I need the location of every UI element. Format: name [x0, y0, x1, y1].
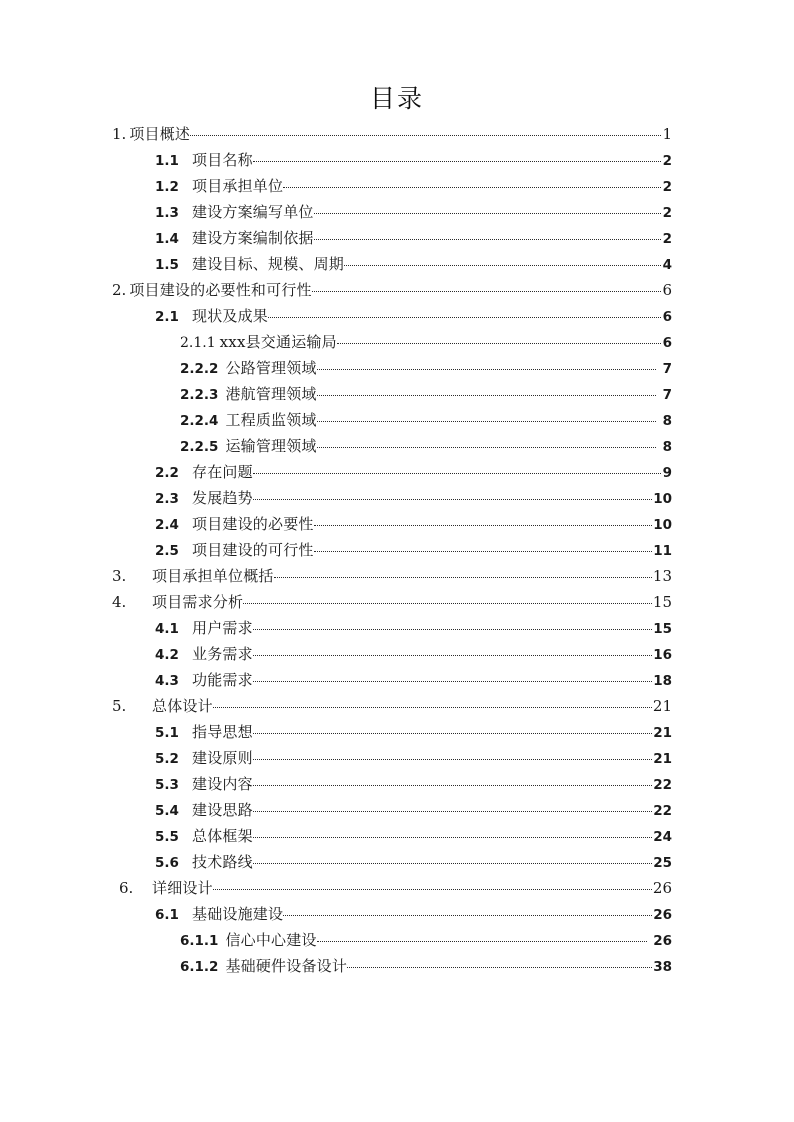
toc-page-number: 25: [653, 855, 672, 871]
toc-entry-number: 4.1: [155, 621, 179, 637]
toc-entry-number: 5.4: [155, 803, 179, 819]
toc-entry-title: 项目名称: [192, 151, 253, 169]
toc-dot-leader: [283, 177, 661, 192]
toc-page-number: 26: [652, 879, 672, 897]
toc-dot-leader: [253, 151, 661, 166]
toc-entry[interactable]: [0, 901, 794, 927]
toc-entry[interactable]: [0, 381, 794, 407]
toc-entry[interactable]: [0, 953, 794, 979]
toc-page-number: 24: [653, 829, 672, 845]
toc-entry[interactable]: [0, 927, 794, 953]
toc-dot-leader: [253, 853, 652, 868]
toc-dot-leader: [344, 255, 661, 270]
toc-page-number: 2: [662, 153, 672, 169]
toc-entry-number: 1.1: [155, 153, 179, 169]
toc-entry-number: 2.2: [155, 465, 179, 481]
toc-dot-leader: [317, 359, 656, 374]
toc-entry-number: 2.2.2: [180, 361, 219, 377]
toc-entry-number: 6.: [119, 879, 134, 897]
toc-dot-leader: [253, 463, 661, 478]
toc-page-number: 18: [653, 673, 672, 689]
toc-entry-title: 详细设计: [152, 879, 213, 897]
toc-entry-number: 1.5: [155, 257, 179, 273]
toc-entry-title: 建设方案编写单位: [192, 203, 314, 221]
toc-entry-number: 2.4: [155, 517, 179, 533]
toc-entry[interactable]: [0, 719, 794, 745]
toc-dot-leader: [268, 307, 661, 322]
toc-page-number: 15: [652, 593, 672, 611]
toc-entry[interactable]: [0, 225, 794, 251]
toc-entry[interactable]: [0, 303, 794, 329]
toc-page-number: 38: [653, 959, 672, 975]
toc-entry-title: 现状及成果: [192, 307, 269, 325]
toc-dot-leader: [317, 385, 656, 400]
toc-entry[interactable]: [0, 771, 794, 797]
toc-entry-number: 2.5: [155, 543, 179, 559]
toc-entry-title: 项目建设的必要性: [192, 515, 314, 533]
toc-entry[interactable]: [0, 745, 794, 771]
toc-entry[interactable]: [0, 849, 794, 875]
toc-entry-number: 1.2: [155, 179, 179, 195]
toc-dot-leader: [317, 411, 656, 426]
toc-page-number: 6: [662, 281, 672, 299]
toc-entry[interactable]: [0, 407, 794, 433]
toc-entry-title: 信心中心建设: [225, 931, 317, 949]
toc-dot-leader: [253, 827, 652, 842]
toc-entry-title: 项目需求分析: [152, 593, 244, 611]
toc-entry-number: 5.2: [155, 751, 179, 767]
table-of-contents: [0, 121, 794, 979]
toc-page-number: 26: [653, 933, 672, 949]
toc-dot-leader: [347, 957, 652, 972]
toc-entry-number: 4.3: [155, 673, 179, 689]
toc-entry[interactable]: [0, 537, 794, 563]
toc-entry-title: 功能需求: [192, 671, 253, 689]
page-title: 目录: [369, 84, 424, 113]
toc-dot-leader: [253, 723, 652, 738]
toc-page-number: 2: [662, 205, 672, 221]
toc-entry-number: 5.3: [155, 777, 179, 793]
toc-entry-title: xxx县交通运输局: [219, 333, 337, 351]
toc-page-number: 10: [653, 491, 672, 507]
toc-entry[interactable]: [0, 693, 794, 719]
toc-entry[interactable]: [0, 797, 794, 823]
toc-entry[interactable]: [0, 329, 794, 355]
toc-entry[interactable]: [0, 823, 794, 849]
toc-entry[interactable]: [0, 459, 794, 485]
toc-entry-number: 4.2: [155, 647, 179, 663]
toc-entry-number: 6.1.2: [180, 959, 219, 975]
toc-entry-number: 1.4: [155, 231, 179, 247]
toc-entry[interactable]: [0, 667, 794, 693]
toc-dot-leader: [253, 749, 652, 764]
toc-dot-leader: [253, 671, 652, 686]
toc-entry[interactable]: [0, 615, 794, 641]
toc-dot-leader: [314, 229, 661, 244]
toc-page-number: 2: [662, 231, 672, 247]
toc-dot-leader: [253, 775, 652, 790]
toc-entry-number: 3.: [112, 567, 127, 585]
toc-entry[interactable]: [0, 875, 794, 901]
toc-entry-title: 基础设施建设: [192, 905, 284, 923]
toc-entry-number: 5.1: [155, 725, 179, 741]
toc-dot-leader: [190, 124, 661, 139]
toc-page-number: 9: [662, 465, 672, 481]
toc-entry[interactable]: [0, 355, 794, 381]
toc-dot-leader: [253, 619, 652, 634]
toc-entry-number: 5.: [112, 697, 127, 715]
toc-entry-title: 项目承担单位概括: [152, 567, 274, 585]
toc-entry[interactable]: [0, 433, 794, 459]
toc-entry-title: 建设目标、规模、周期: [192, 255, 345, 273]
toc-dot-leader: [253, 645, 652, 660]
toc-entry[interactable]: [0, 277, 794, 303]
toc-entry-title: 工程质监领域: [225, 411, 317, 429]
toc-entry-title: 建设思路: [192, 801, 253, 819]
toc-entry-title: 业务需求: [192, 645, 253, 663]
toc-entry-title: 用户需求: [192, 619, 253, 637]
toc-entry[interactable]: [0, 511, 794, 537]
toc-page-number: 1: [662, 125, 672, 143]
toc-dot-leader: [213, 878, 652, 893]
toc-dot-leader: [314, 541, 653, 556]
toc-dot-leader: [213, 696, 652, 711]
toc-entry-number: 2.1.1: [180, 335, 216, 351]
toc-dot-leader: [312, 280, 661, 295]
toc-page-number: 7: [662, 387, 672, 403]
toc-entry-title: 港航管理领域: [225, 385, 317, 403]
toc-page-number: 6: [662, 309, 672, 325]
toc-page-number: 21: [653, 751, 672, 767]
toc-entry-title: 项目建设的必要性和可行性: [129, 281, 312, 299]
toc-page-number: 2: [662, 179, 672, 195]
toc-entry-title: 总体设计: [152, 697, 213, 715]
toc-entry[interactable]: [0, 147, 794, 173]
toc-entry[interactable]: [0, 121, 794, 147]
toc-dot-leader: [314, 515, 653, 530]
toc-page-number: 22: [653, 777, 672, 793]
toc-entry-number: 2.3: [155, 491, 179, 507]
toc-entry[interactable]: [0, 199, 794, 225]
toc-page-number: 21: [653, 725, 672, 741]
toc-entry-number: 2.: [112, 281, 127, 299]
toc-entry-number: 2.2.4: [180, 413, 219, 429]
toc-entry-title: 技术路线: [192, 853, 253, 871]
toc-entry-number: 6.1: [155, 907, 179, 923]
toc-entry-number: 2.2.5: [180, 439, 219, 455]
toc-dot-leader: [283, 905, 652, 920]
toc-dot-leader: [253, 801, 652, 816]
toc-entry-title: 存在问题: [192, 463, 253, 481]
toc-page-number: 22: [653, 803, 672, 819]
toc-entry-title: 公路管理领域: [225, 359, 317, 377]
toc-entry-title: 运输管理领域: [225, 437, 317, 455]
toc-entry-title: 项目承担单位: [192, 177, 284, 195]
toc-entry-title: 基础硬件设备设计: [225, 957, 348, 975]
toc-entry-title: 项目建设的可行性: [192, 541, 314, 559]
toc-entry-number: 5.5: [155, 829, 179, 845]
toc-entry[interactable]: [0, 173, 794, 199]
toc-page-number: 11: [653, 543, 672, 559]
toc-entry-number: 1.3: [155, 205, 179, 221]
toc-entry[interactable]: [0, 563, 794, 589]
toc-entry-number: 2.2.3: [180, 387, 219, 403]
toc-entry-title: 建设原则: [192, 749, 253, 767]
toc-page-number: 16: [653, 647, 672, 663]
toc-page-number: 7: [662, 361, 672, 377]
toc-entry-number: 5.6: [155, 855, 179, 871]
toc-page-number: 15: [653, 621, 672, 637]
toc-dot-leader: [317, 931, 648, 946]
toc-page-number: 4: [662, 257, 672, 273]
toc-dot-leader: [317, 437, 656, 452]
toc-entry-number: 2.1: [155, 309, 179, 325]
toc-page-number: 6: [662, 335, 672, 351]
toc-entry-title: 建设方案编制依据: [192, 229, 314, 247]
toc-page-number: 13: [652, 567, 672, 585]
toc-page-number: 26: [653, 907, 672, 923]
toc-entry-title: 总体框架: [192, 827, 253, 845]
toc-entry-title: 发展趋势: [192, 489, 253, 507]
toc-entry-number: 6.1.1: [180, 933, 219, 949]
toc-page-number: 8: [662, 439, 672, 455]
toc-entry[interactable]: [0, 641, 794, 667]
toc-page-number: 21: [652, 697, 672, 715]
toc-dot-leader: [243, 592, 652, 607]
toc-page-number: 8: [662, 413, 672, 429]
toc-entry[interactable]: [0, 251, 794, 277]
toc-dot-leader: [274, 566, 652, 581]
toc-entry-number: 4.: [112, 593, 127, 611]
toc-entry[interactable]: [0, 485, 794, 511]
toc-entry-title: 项目概述: [129, 125, 191, 143]
toc-dot-leader: [314, 203, 661, 218]
toc-entry-title: 建设内容: [192, 775, 253, 793]
toc-dot-leader: [337, 333, 661, 348]
toc-entry-number: 1.: [112, 125, 127, 143]
toc-entry[interactable]: [0, 589, 794, 615]
toc-dot-leader: [253, 489, 652, 504]
toc-page-number: 10: [653, 517, 672, 533]
toc-entry-title: 指导思想: [192, 723, 253, 741]
